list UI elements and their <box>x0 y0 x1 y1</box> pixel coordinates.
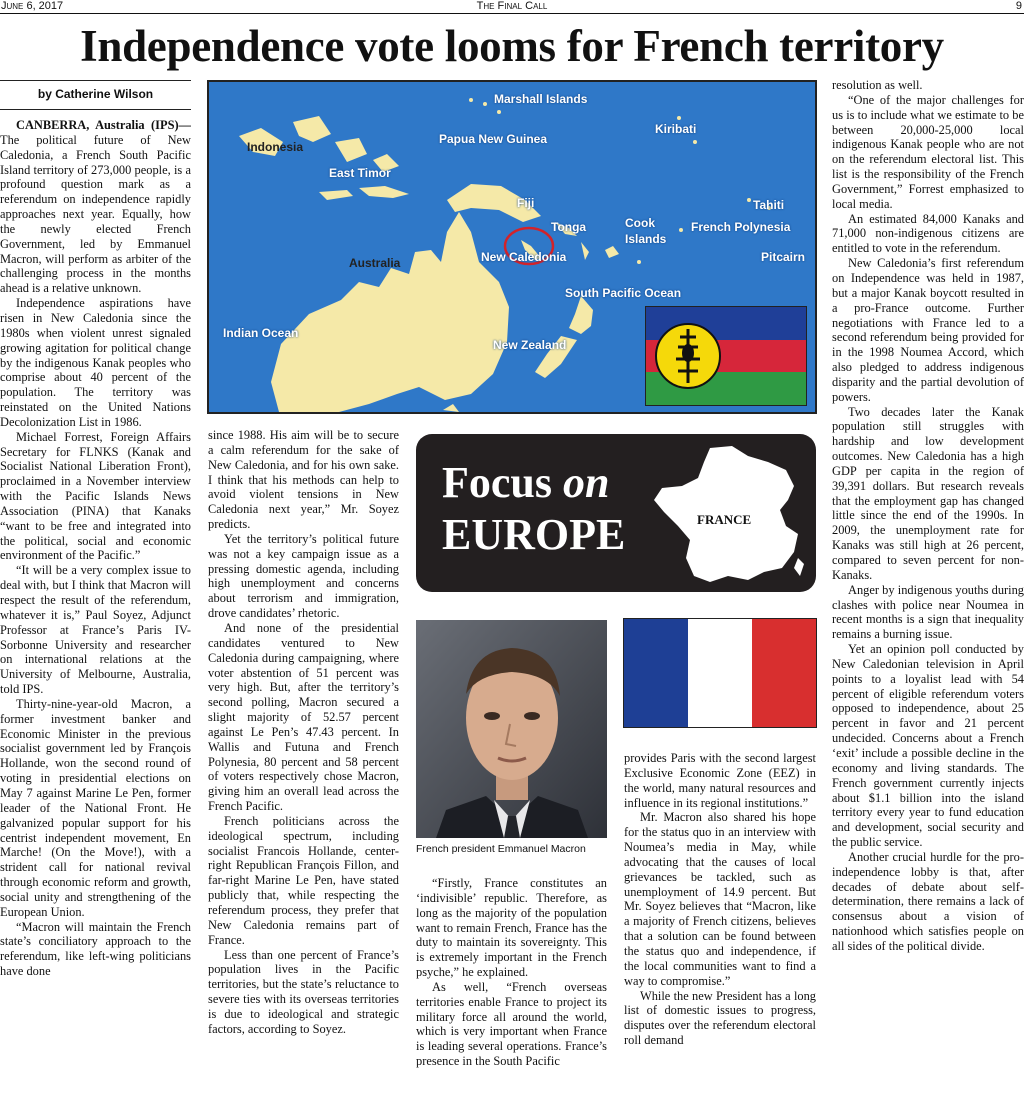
article-paragraph <box>208 532 399 621</box>
paragraph-text: “It will be a very complex issue to deal with, but I think that Macron will respect the result of the referendum, whatever it is,” Paul Soyez, Adjunct Professor at France’s Paris IV-Sorbonne University and researcher on international relations at the University of Melbourne, Australia, told IPS. <box>0 563 191 697</box>
paragraph-text: The political future of New Caledonia, a French South Pacific Island territory of 273,000 people, is a profound question mark as a referendum on independence rapidly approaches next year. Equally, how the newly elected French Government, led by Emmanuel Macron, will perform as arbiter of the challenging process in the months ahead is a relative unknown. <box>0 132 191 296</box>
article-paragraph <box>832 583 1024 642</box>
paragraph-text: New Caledonia’s first referendum on Independence was held in 1987, but a major Kanak boycott resulted in a pro-France outcome. Further negotiations with France led to a second referendum being provided for in the 1998 Noumea Accord, which also pledged to address indigenous disparity and the partial devolution of powers. <box>832 256 1024 404</box>
article-paragraph <box>832 850 1024 954</box>
paragraph-text: Yet an opinion poll conducted by New Caledonian television in April points to a loyalist lead with 54 percent of eligible referendum voters opposed to independence, about 25 percent in favor and 21 percent undecided. Concerns about a French ‘exit’ include a possible decline in the economy and living standards. The French government currently injects about $1.1 billion into the island territory every year to fund education and development, social security and the public service. <box>832 642 1024 850</box>
paragraph-text: While the new President has a long list of domestic issues to progress, disputes over the referendum electoral roll demand <box>624 988 816 1048</box>
macron-portrait-graphic <box>416 620 607 838</box>
map-label-new-zealand: New Zealand <box>493 338 567 352</box>
paragraph-text: An estimated 84,000 Kanaks and 71,000 non-indigenous citizens are entitled to vote in the referendum. <box>832 211 1024 256</box>
map-label-papua-new-guinea: Papua New Guinea <box>439 132 548 146</box>
map-label-new-caledonia: New Caledonia <box>481 250 567 264</box>
french-flag <box>623 618 817 728</box>
paragraph-text: Less than one percent of France’s population lives in the Pacific territories, but the state’s reluctance to severe ties with its overseas territories is due to ideological and strategic factors, according to Soyez. <box>208 947 399 1036</box>
article-paragraph <box>832 256 1024 404</box>
article-paragraph <box>624 810 816 988</box>
map-label-pitcairn: Pitcairn <box>761 250 806 264</box>
map-label-french-polynesia: French Polynesia <box>691 220 791 234</box>
article-paragraph <box>624 751 816 810</box>
article-paragraph <box>208 621 399 814</box>
pacific-map <box>207 80 817 414</box>
article-paragraph <box>832 405 1024 583</box>
article-paragraph <box>832 642 1024 850</box>
article-column-2 <box>208 428 399 1108</box>
page-number: 9 <box>1015 0 1022 12</box>
paragraph-text: Anger by indigenous youths during clashes with police near Noumea in recent months is a sign that inequality remains a burning issue. <box>832 582 1024 642</box>
map-label-marshall-islands: Marshall Islands <box>494 92 588 106</box>
focus-word: Focus <box>442 458 563 507</box>
map-label-australia: Australia <box>349 256 401 270</box>
paragraph-text: “Macron will maintain the French state’s conciliatory approach to the referendum, like left-wing politicians have done <box>0 919 191 979</box>
article-paragraph <box>624 989 816 1048</box>
focus-on-europe-banner <box>416 434 816 592</box>
france-map-label: FRANCE <box>697 512 752 527</box>
dateline: CANBERRA, Australia (IPS)— <box>16 118 191 132</box>
map-label-cook-islands: Islands <box>625 232 667 246</box>
article-paragraph <box>0 563 191 697</box>
article-paragraph <box>832 93 1024 212</box>
article-paragraph <box>0 118 191 296</box>
new-caledonia-flag <box>645 306 807 406</box>
issue-date: June 6, 2017 <box>1 0 64 12</box>
on-word: on <box>563 458 610 507</box>
map-label-fiji: Fiji <box>517 196 535 210</box>
newspaper-name: The Final Call <box>476 0 548 12</box>
article-column-4 <box>624 751 816 1108</box>
french-flag-red-band <box>752 619 816 727</box>
article-paragraph <box>832 78 1024 93</box>
article-paragraph <box>0 920 191 979</box>
map-label-kiribati: Kiribati <box>655 122 697 136</box>
article-paragraph <box>416 876 607 980</box>
paragraph-text: Independence aspirations have risen in New Caledonia since the 1980s when violent unrest signaled growing agitation for political change by the indigenous Kanak peoples who comprise about 40 percent of the population. The territory was reinstated on the United Nations Decolonization List in 1986. <box>0 296 191 429</box>
map-label-indian-ocean: Indian Ocean <box>223 326 299 340</box>
article-column-3 <box>416 876 607 1108</box>
article-paragraph <box>0 697 191 920</box>
photo-caption: French president Emmanuel Macron <box>416 843 586 855</box>
paragraph-text: As well, “French overseas territories enable France to project its military force all around the world, which is very important when France is leading several operations. France’s presence in the South Pacific <box>416 979 607 1069</box>
map-label-cook: Cook <box>625 216 655 230</box>
paragraph-text: “Firstly, France constitutes an ‘indivisible’ republic. Therefore, as long as the majority of the population want to remain French, France has the duty to maintain its sovereignty. This is extremely important in the French psyche,” he explained. <box>416 876 607 980</box>
paragraph-text: resolution as well. <box>832 78 923 92</box>
map-label-south-pacific-ocean: South Pacific Ocean <box>565 286 682 300</box>
map-label-east-timor: East Timor <box>329 166 391 180</box>
paragraph-text: French politicians across the ideological spectrum, including socialist Francois Hollande, center-right Republican François Fillon, and far-right Marine Le Pen, have stated publicly that, while respecting the referendum process, they prefer that New Caledonia remains part of France. <box>208 813 399 947</box>
article-paragraph <box>208 814 399 948</box>
focus-banner-line-1 <box>442 458 609 508</box>
article-column-1 <box>0 118 191 1108</box>
article-paragraph <box>208 428 399 532</box>
article-headline: Independence vote looms for French territory <box>80 21 944 71</box>
map-label-tonga: Tonga <box>551 220 587 234</box>
paragraph-text: Mr. Macron also shared his hope for the status quo in an interview with Noumea’s media in May, while advocating that the causes of local grievances be tackled, such as unemployment of 14.9 percent. But Mr. Soyez believes that “Macron, like a majority of French citizens, believes that a solution can be found between the status quo and independence, if the local communities want to find a way to compromise.” <box>624 810 816 988</box>
focus-banner-line-2: EUROPE <box>442 510 626 559</box>
article-paragraph <box>0 430 191 564</box>
article-paragraph <box>832 212 1024 257</box>
paragraph-text: Two decades later the Kanak population still struggles with hardship and low development outcomes. New Caledonia has a high GDP per capita in the region of 39,391 dollars. But research reveals that the employment gap has changed little since the end of the 1990s. In 2009, the unemployment rate for Kanaks was still high at 26 percent, compared to seven percent for non-Kanaks. <box>832 404 1024 582</box>
paragraph-text: Another crucial hurdle for the pro-independence lobby is that, after decades of debate about self-determination, there remains a lack of consensus about a vision of nationhood which satisfies people on all sides of the political divide. <box>832 849 1024 953</box>
article-paragraph <box>0 296 191 430</box>
byline: by Catherine Wilson <box>0 80 191 110</box>
article-paragraph <box>208 948 399 1037</box>
macron-photo <box>416 620 607 838</box>
french-flag-white-band <box>688 619 752 727</box>
paragraph-text: Yet the territory’s political future was not a key campaign issue as a pressing domestic agenda, including high unemployment and concerns about terrorism and immigration, drove candidates’ rhetoric. <box>208 531 399 621</box>
paragraph-text: since 1988. His aim will be to secure a calm referendum for the sake of New Caledonia, and for his own sake. I think that his methods can help to avoid violent tensions in New Caledonia next year,” Mr. Soyez predicts. <box>208 428 399 532</box>
article-column-5 <box>832 78 1024 1108</box>
paragraph-text: Michael Forrest, Foreign Affairs Secretary for FLNKS (Kanak and Socialist National Liberation Front), proclaimed in a November interview with the Pacific Islands News Association (PINA) that Kanaks “want to be free and integrated into the political, social and economic environment of the Pacific.” <box>0 429 191 563</box>
article-paragraph <box>416 980 607 1069</box>
map-label-indonesia: Indonesia <box>247 140 304 154</box>
paragraph-text: Thirty-nine-year-old Macron, a former investment banker and Economic Minister in the previous socialist government led by François Hollande, won the second round of voting in presidential elections on May 7 against Marine Le Pen, former leader of the National Front. He galvanized popular support for his centrist independent movement, En Marche! (On the Move!), with a strident call for national revival through economic reform and growth, social unity and strengthening of the European Union. <box>0 696 191 919</box>
page-header <box>0 0 1024 14</box>
paragraph-text: “One of the major challenges for us is to include what we estimate to be between 20,000-25,000 local indigenous Kanak people who are not on the referendum electoral list. This list is the responsibility of the French Government,” Forrest emphasized to local media. <box>832 92 1024 211</box>
french-flag-blue-band <box>624 619 688 727</box>
map-label-tahiti: Tahiti <box>753 198 785 212</box>
paragraph-text: provides Paris with the second largest Exclusive Economic Zone (EEZ) in the world, many natural resources and influence in its regional institutions.” <box>624 751 816 810</box>
new-caledonia-flag-graphic <box>646 307 806 405</box>
paragraph-text: And none of the presidential candidates ventured to New Caledonia during campaigning, where voter abstention of 51 percent was very high. But, after the territory’s second polling, Macron secured a slight majority of 52.57 percent against Le Pen’s 47.43 percent. In Wallis and Futuna and French Polynesia, 80 percent and 58 percent of voters respectively chose Macron, giving him an overall lead across the French Pacific. <box>208 620 399 814</box>
